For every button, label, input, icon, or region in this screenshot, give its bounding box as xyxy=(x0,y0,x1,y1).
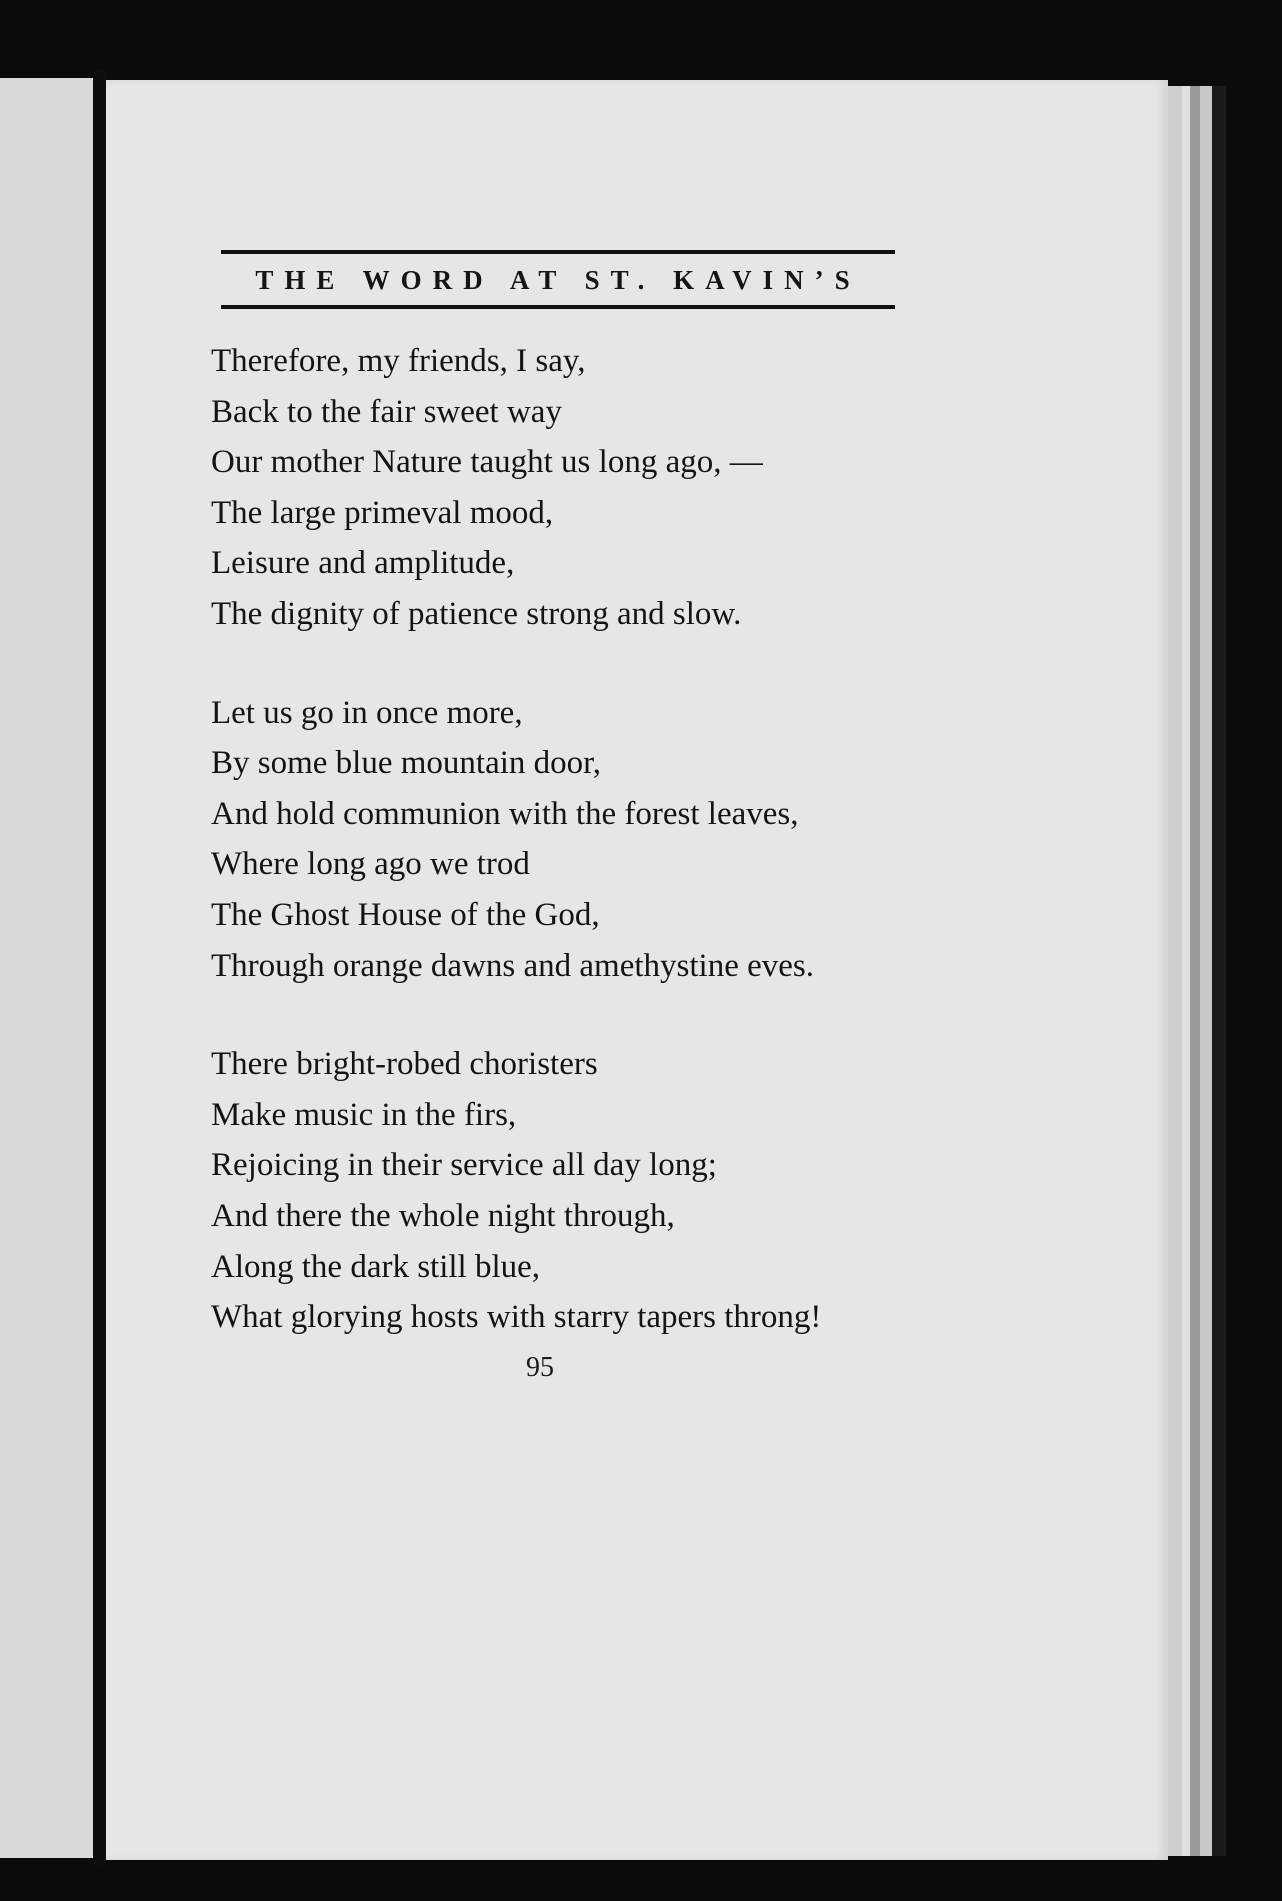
poem-line: Along the dark still blue, xyxy=(211,1248,541,1285)
book-gutter xyxy=(93,70,106,1865)
page-edge xyxy=(1190,86,1200,1856)
poem-line: Therefore, my friends, I say, xyxy=(211,343,586,379)
poem-line: Rejoicing in their service all day long; xyxy=(211,1147,717,1184)
poem-line: Through orange dawns and amethystine eves. xyxy=(211,947,814,984)
page-number: 95 xyxy=(526,1352,554,1383)
poem-line: The large primeval mood, xyxy=(211,494,554,531)
poem-body xyxy=(211,336,931,1343)
poem-line: What glorying hosts with starry tapers throng! xyxy=(211,1299,822,1336)
poem-line: Make music in the firs, xyxy=(211,1096,517,1133)
poem-line: The Ghost House of the God, xyxy=(211,896,600,933)
poem-line: And there the whole night through, xyxy=(211,1197,675,1234)
poem-line: Leisure and amplitude, xyxy=(211,545,515,582)
running-head xyxy=(221,250,895,309)
poem-line: The dignity of patience strong and slow. xyxy=(211,595,742,632)
poem-line: Our mother Nature taught us long ago, — xyxy=(211,444,763,481)
poem-line: Where long ago we trod xyxy=(211,846,530,883)
poem-line: And hold communion with the forest leaves, xyxy=(211,795,799,832)
poem-line: There bright-robed choristers xyxy=(211,1046,598,1083)
page-edge xyxy=(1200,86,1212,1856)
running-head-title: THE WORD AT ST. KAVIN’S xyxy=(255,265,861,295)
poem-line: Let us go in once more, xyxy=(211,694,523,731)
page-edge xyxy=(1182,86,1190,1856)
page-edge xyxy=(1212,86,1226,1856)
stanza xyxy=(211,336,931,640)
poem-line: Back to the fair sweet way xyxy=(211,393,562,430)
stanza xyxy=(211,688,931,992)
stanza xyxy=(211,1039,931,1343)
poem-line: By some blue mountain door, xyxy=(211,745,602,782)
facing-page-edge xyxy=(0,78,93,1858)
bottom-rule xyxy=(221,305,895,309)
page-edge xyxy=(1168,86,1182,1856)
